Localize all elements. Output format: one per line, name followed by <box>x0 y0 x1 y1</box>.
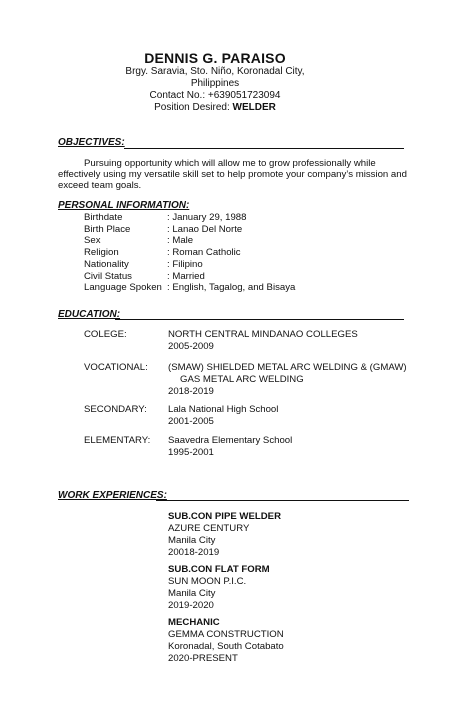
work-experience-rule <box>156 500 409 501</box>
school-years: 2018-2019 <box>168 386 214 397</box>
personal-info-row <box>84 235 295 247</box>
work-entry <box>168 564 270 612</box>
personal-info-value: : Filipino <box>167 258 203 270</box>
objectives-heading: OBJECTIVES: <box>58 137 125 148</box>
personal-info-row <box>84 247 295 259</box>
personal-info-label: Birthdate <box>84 212 123 223</box>
personal-info-row <box>84 224 295 236</box>
school-years: 2001-2005 <box>168 416 214 427</box>
contact-number: Contact No.: +639051723094 <box>149 90 281 101</box>
personal-info-label: Nationality <box>84 258 129 270</box>
resume-header <box>110 50 320 114</box>
job-location: Koronadal, South Cotabato <box>168 641 284 652</box>
personal-info-label: Religion <box>84 247 119 259</box>
job-location: Manila City <box>168 535 216 546</box>
personal-info-label: Language Spoken <box>84 282 162 294</box>
education-entry-elementary <box>84 435 292 459</box>
school-name: (SMAW) SHIELDED METAL ARC WELDING & (GMAW) <box>168 362 407 373</box>
position-label: Position Desired: <box>154 102 233 113</box>
education-level: COLEGE: <box>84 329 127 340</box>
company-name: GEMMA CONSTRUCTION <box>168 629 284 640</box>
job-title: MECHANIC <box>168 617 220 628</box>
personal-info-value: : Married <box>167 270 205 282</box>
education-heading: EDUCATION: <box>58 309 121 320</box>
personal-info-row <box>84 271 295 283</box>
personal-info-value: : January 29, 1988 <box>167 212 247 223</box>
school-years: 1995-2001 <box>168 447 214 458</box>
work-experience-heading: WORK EXPERIENCES: <box>58 490 167 501</box>
school-name: Saavedra Elementary School <box>168 435 293 446</box>
work-entry <box>168 511 281 559</box>
personal-info-value: : English, Tagalog, and Bisaya <box>167 282 296 294</box>
personal-info-value: : Lanao Del Norte <box>167 223 243 235</box>
personal-info-label: Sex <box>84 235 101 247</box>
job-location: Manila City <box>168 588 216 599</box>
applicant-name: DENNIS G. PARAISO <box>144 50 286 66</box>
address: Brgy. Saravia, Sto. Niño, Koronadal City, Philippines <box>125 66 305 89</box>
personal-info-row <box>84 259 295 271</box>
job-years: 2019-2020 <box>168 600 214 611</box>
position-value: WELDER <box>232 102 276 113</box>
personal-info-value: : Roman Catholic <box>167 247 241 259</box>
personal-info-table <box>84 212 295 294</box>
job-years: 2020-PRESENT <box>168 653 238 664</box>
school-name: Lala National High School <box>168 404 279 415</box>
personal-info-value: : Male <box>167 235 194 247</box>
education-level: VOCATIONAL: <box>84 362 148 373</box>
education-entry-secondary <box>84 404 278 428</box>
job-title: SUB.CON FLAT FORM <box>168 564 270 575</box>
school-years: 2005-2009 <box>168 341 214 352</box>
job-years: 20018-2019 <box>168 547 220 558</box>
school-name-continued: GAS METAL ARC WELDING <box>180 374 304 385</box>
job-title: SUB.CON PIPE WELDER <box>168 511 282 522</box>
work-entry <box>168 617 284 665</box>
school-name: NORTH CENTRAL MINDANAO COLLEGES <box>168 329 358 340</box>
personal-info-row <box>84 212 295 224</box>
company-name: AZURE CENTURY <box>168 523 250 534</box>
personal-info-row <box>84 282 295 294</box>
personal-info-label: Birth Place <box>84 223 131 235</box>
education-level: SECONDARY: <box>84 404 147 415</box>
position-desired <box>110 102 320 114</box>
education-entry-college <box>84 329 358 353</box>
education-rule <box>115 319 404 320</box>
company-name: SUN MOON P.I.C. <box>168 576 247 587</box>
personal-info-label: Civil Status <box>84 270 132 282</box>
objectives-rule <box>124 148 404 149</box>
education-entry-vocational <box>84 362 407 398</box>
personal-info-heading: PERSONAL INFORMATION: <box>58 200 190 211</box>
education-level: ELEMENTARY: <box>84 435 151 446</box>
objectives-text: Pursuing opportunity which will allow me to grow professionally while effectively using my versatile skill set to help promote your company’s mission and exceed team goals. <box>58 158 407 191</box>
